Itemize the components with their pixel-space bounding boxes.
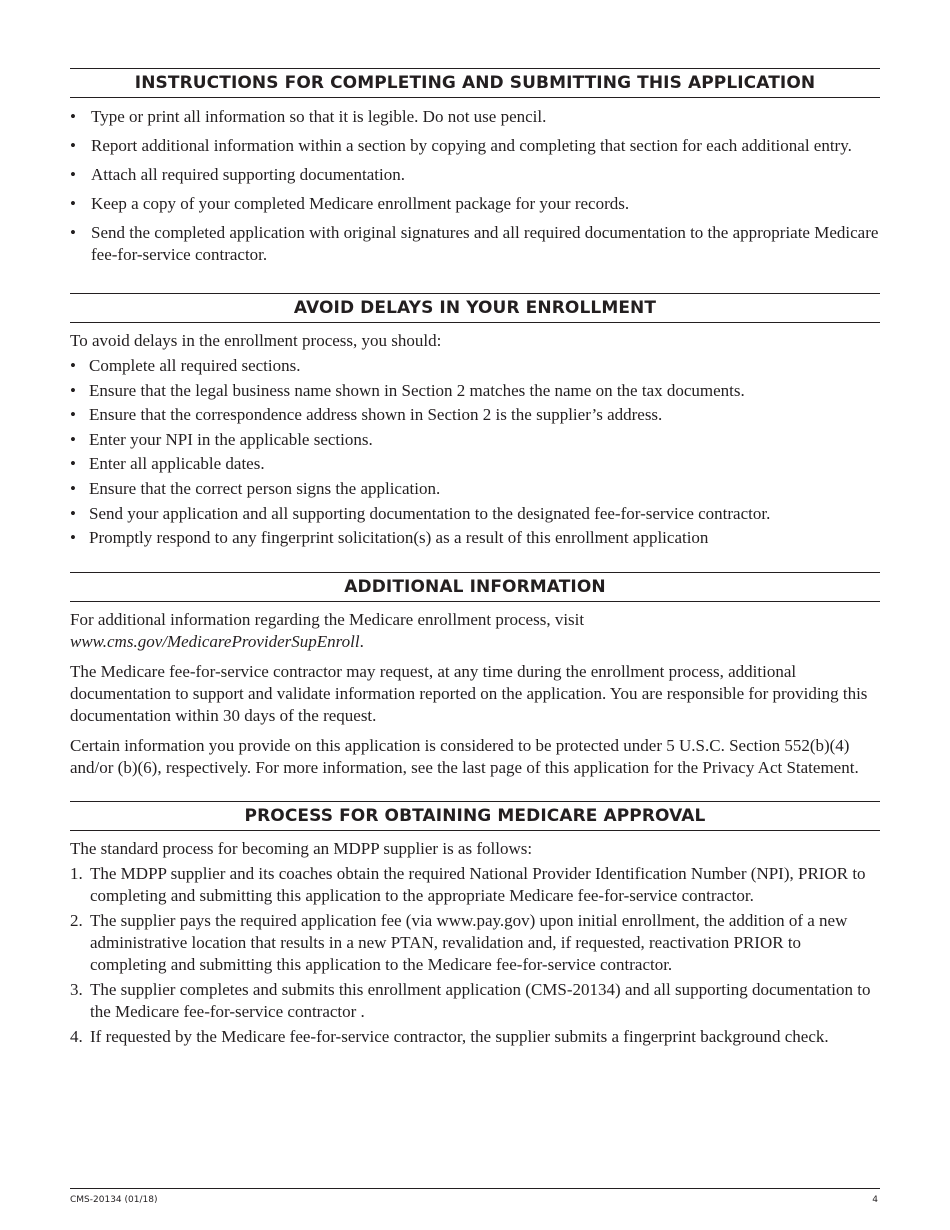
list-item: [70, 863, 880, 907]
page-number: 4: [872, 1195, 878, 1205]
document-page: [70, 68, 880, 1051]
list-item: • Attach all required supporting documentation.: [70, 164, 880, 186]
list-item: • Send the completed application with original signatures and all required documentation to the appropriate Medicare fee-for-service contractor.: [70, 222, 880, 266]
avoid-delays-list: [70, 354, 880, 551]
list-item: • Ensure that the legal business name shown in Section 2 matches the name on the tax documents.: [70, 379, 880, 404]
cms-enrollment-link[interactable]: www.cms.gov/MedicareProviderSupEnroll: [70, 631, 360, 651]
step-number: 1.: [70, 863, 83, 883]
paragraph-end: .: [359, 631, 364, 651]
list-item: • Promptly respond to any fingerprint solicitation(s) as a result of this enrollment application: [70, 526, 880, 551]
process-steps: [70, 863, 880, 1048]
list-item: • Ensure that the correct person signs the application.: [70, 477, 880, 502]
instructions-heading: INSTRUCTIONS FOR COMPLETING AND SUBMITTING THIS APPLICATION: [70, 68, 880, 98]
page-footer: [70, 1188, 880, 1205]
form-id: CMS-20134 (01/18): [70, 1195, 158, 1205]
documentation-paragraph: The Medicare fee-for-service contractor may request, at any time during the enrollment process, additional documentation to support and validate information reported on the application. You are responsible for providing this documentation within 30 days of the request.: [70, 661, 868, 725]
additional-info-paragraph: [70, 609, 880, 653]
step-text: The supplier completes and submits this enrollment application (CMS-20134) and all supporting documentation to the Medicare fee-for-service contractor .: [90, 979, 871, 1021]
instructions-list: [70, 106, 880, 266]
process-intro: The standard process for becoming an MDPP supplier is as follows:: [70, 838, 533, 858]
step-text: The supplier pays the required application fee (via www.pay.gov) upon initial enrollment, the addition of a new administrative location that results in a new PTAN, revalidation and, if requested, reactivation PRIOR to completing and submitting this application to the Medicare fee-for-service contractor.: [90, 910, 848, 974]
paragraph-text: For additional information regarding the Medicare enrollment process, visit: [70, 609, 585, 629]
privacy-paragraph: Certain information you provide on this application is considered to be protected under 5 U.S.C. Section 552(b)(4) and/or (b)(6), respectively. For more information, see the last page of this application for the Privacy Act Statement.: [70, 735, 859, 777]
list-item: • Type or print all information so that it is legible. Do not use pencil.: [70, 106, 880, 128]
list-item: • Enter your NPI in the applicable sections.: [70, 428, 880, 453]
process-heading: PROCESS FOR OBTAINING MEDICARE APPROVAL: [70, 801, 880, 831]
list-item: [70, 1026, 880, 1048]
list-item: • Report additional information within a section by copying and completing that section for each additional entry.: [70, 135, 880, 157]
list-item: [70, 910, 880, 976]
list-item: [70, 979, 880, 1023]
step-number: 3.: [70, 979, 83, 999]
list-item: • Keep a copy of your completed Medicare enrollment package for your records.: [70, 193, 880, 215]
list-item: • Ensure that the correspondence address shown in Section 2 is the supplier’s address.: [70, 403, 880, 428]
list-item: • Send your application and all supporting documentation to the designated fee-for-service contractor.: [70, 502, 880, 527]
avoid-delays-heading: AVOID DELAYS IN YOUR ENROLLMENT: [70, 293, 880, 323]
step-number: 2.: [70, 910, 83, 930]
step-number: 4.: [70, 1026, 83, 1046]
list-item: • Enter all applicable dates.: [70, 452, 880, 477]
list-item: • Complete all required sections.: [70, 354, 880, 379]
avoid-delays-intro: To avoid delays in the enrollment process, you should:: [70, 331, 442, 350]
additional-info-heading: ADDITIONAL INFORMATION: [70, 572, 880, 602]
step-text: The MDPP supplier and its coaches obtain the required National Provider Identification Number (NPI), PRIOR to completing and submitting this application to the appropriate Medicare fee-for-service contractor.: [90, 863, 866, 905]
step-text: If requested by the Medicare fee-for-service contractor, the supplier submits a fingerprint background check.: [90, 1026, 829, 1046]
